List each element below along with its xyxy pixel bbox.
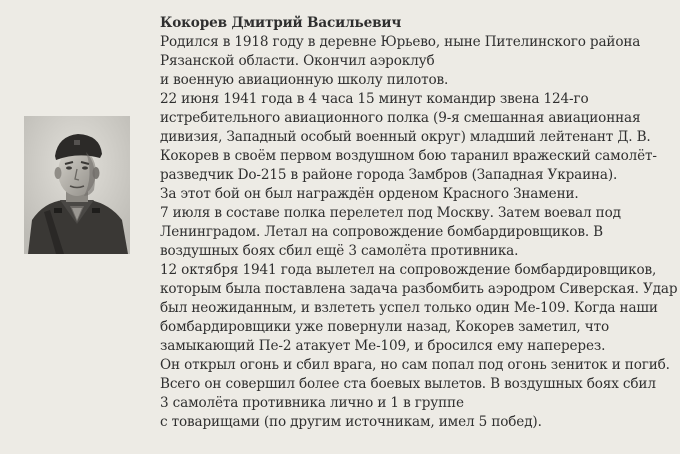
text-line: которым была поставлена задача разбомбить аэродром Сиверская. Удар: [160, 281, 678, 297]
text-line: и военную авиационную школу пилотов.: [160, 72, 449, 88]
text-line: дивизия, Западный особый военный округ) младший лейтенант Д. В.: [160, 129, 651, 145]
text-line: 7 июля в составе полка перелетел под Москву. Затем воевал под: [160, 205, 621, 221]
text-line: Ленинградом. Летал на сопровождение бомбардировщиков. В: [160, 224, 604, 240]
text-line: Рязанской области. Окончил аэроклуб: [160, 53, 435, 69]
text-line: Родился в 1918 году в деревне Юрьево, ныне Пителинского района: [160, 34, 641, 50]
text-line: Кокорев в своём первом воздушном бою таранил вражеский самолёт-: [160, 148, 657, 164]
text-line: 12 октября 1941 года вылетел на сопровождение бомбардировщиков,: [160, 262, 657, 278]
text-line: замыкающий Пе-2 атакует Ме-109, и бросился ему наперерез.: [160, 338, 606, 354]
text-line: За этот бой он был награждён орденом Красного Знамени.: [160, 186, 579, 202]
person-name-heading: Кокорев Дмитрий Васильевич: [160, 15, 402, 31]
text-line: воздушных боях сбил ещё 3 самолёта противника.: [160, 243, 519, 259]
text-line: истребительного авиационного полка (9-я смешанная авиационная: [160, 110, 641, 126]
text-line: был неожиданным, и взлететь успел только один Ме-109. Когда наши: [160, 300, 658, 316]
text-line: Он открыл огонь и сбил врага, но сам попал под огонь зениток и погиб.: [160, 357, 670, 373]
text-line: с товарищами (по другим источникам, имел 5 побед).: [160, 414, 542, 430]
text-line: 3 самолёта противника лично и 1 в группе: [160, 395, 464, 411]
text-line: Всего он совершил более ста боевых вылетов. В воздушных боях сбил: [160, 376, 656, 392]
biography-text: [160, 14, 678, 432]
text-line: разведчик Do-215 в районе города Замбров (Западная Украина).: [160, 167, 618, 183]
text-line: бомбардировщики уже повернули назад, Кокорев заметил, что: [160, 319, 610, 335]
portrait-photo: [24, 116, 130, 254]
text-line: 22 июня 1941 года в 4 часа 15 минут командир звена 124-го: [160, 91, 589, 107]
